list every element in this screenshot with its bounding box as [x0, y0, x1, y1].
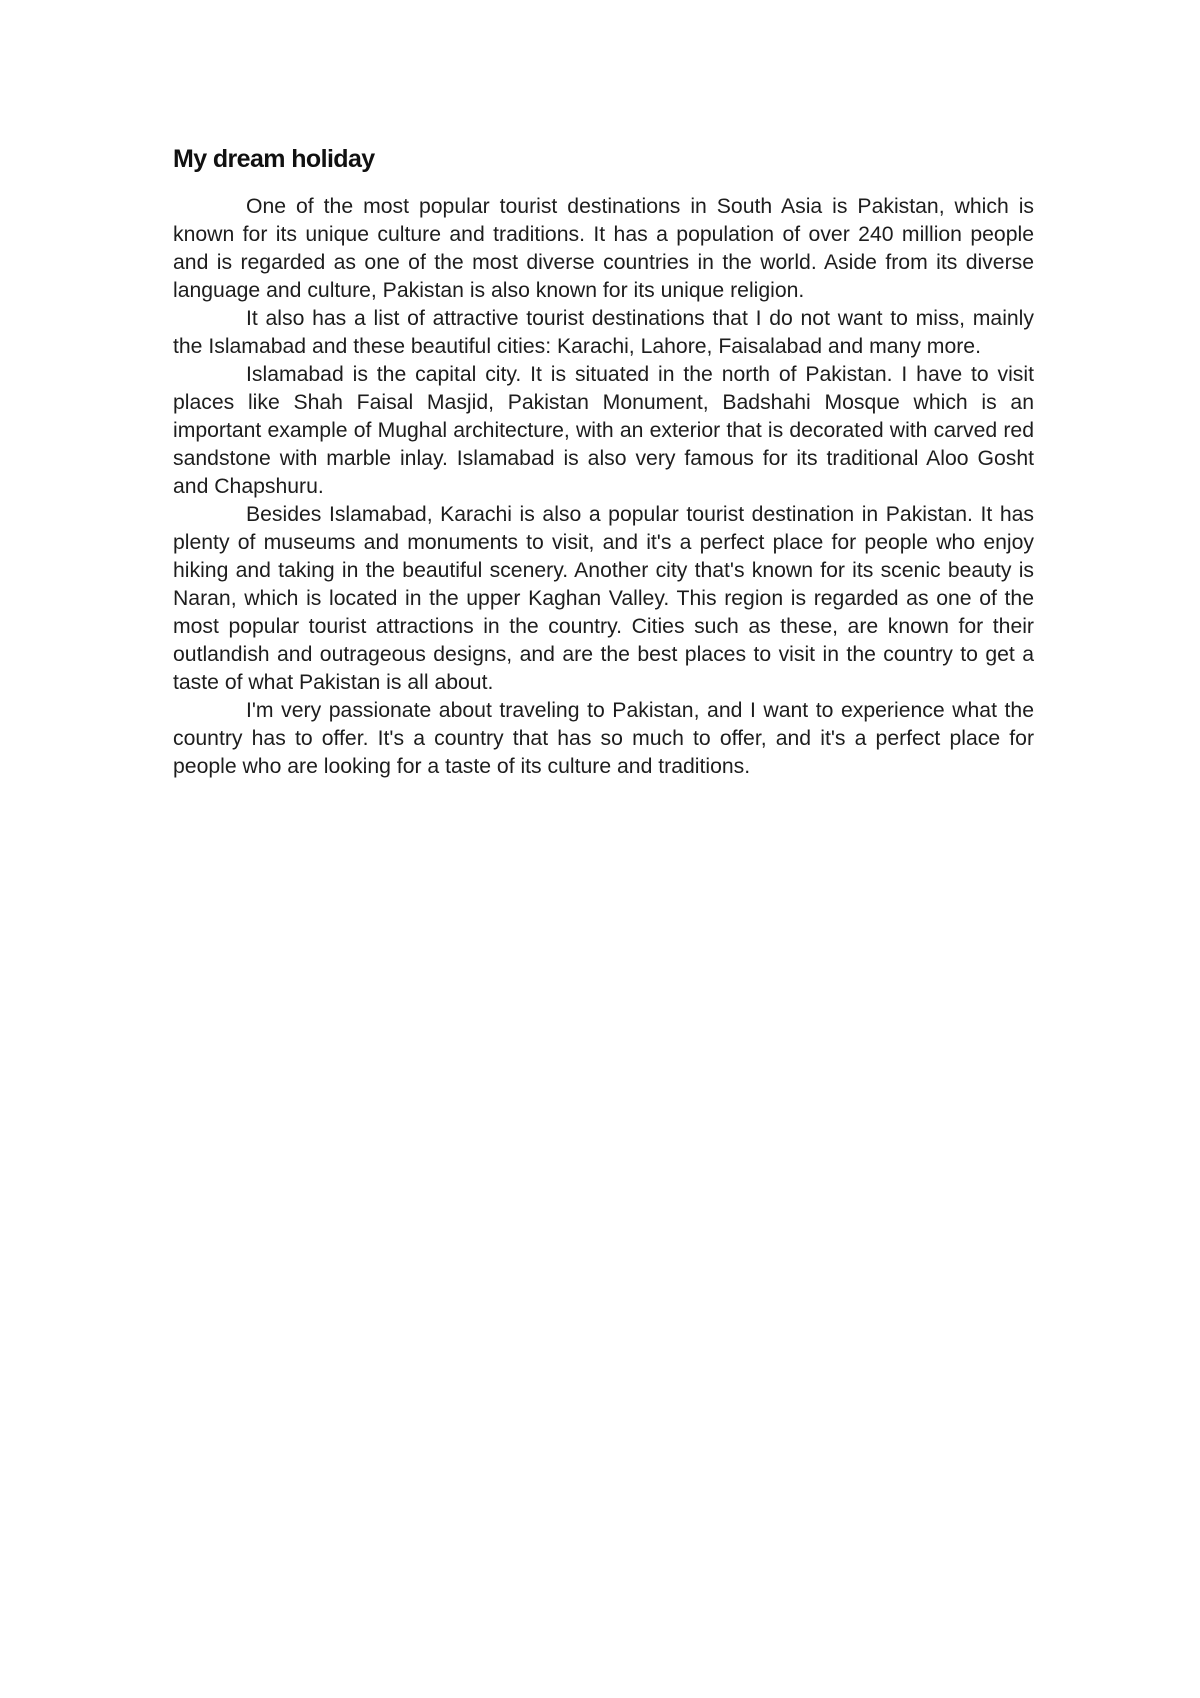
document-body: [173, 193, 1034, 781]
document-page: [173, 142, 1034, 781]
paragraph: It also has a list of attractive tourist destinations that I do not want to miss, mainly the Islamabad and these beautiful cities: Karachi, Lahore, Faisalabad and many more.: [173, 307, 1034, 358]
document-title: My dream holiday: [173, 145, 375, 173]
paragraph: Besides Islamabad, Karachi is also a popular tourist destination in Pakistan. It has plenty of museums and monuments to visit, and it's a perfect place for people who enjoy hiking and taking in the beautiful scenery. Another city that's known for its scenic beauty is Naran, which is located in the upper Kaghan Valley. This region is regarded as one of the most popular tourist attractions in the country. Cities such as these, are known for their outlandish and outrageous designs, and are the best places to visit in the country to get a taste of what Pakistan is all about.: [173, 503, 1034, 694]
paragraph: Islamabad is the capital city. It is situated in the north of Pakistan. I have to visit places like Shah Faisal Masjid, Pakistan Monument, Badshahi Mosque which is an important example of Mughal architecture, with an exterior that is decorated with carved red sandstone with marble inlay. Islamabad is also very famous for its traditional Aloo Gosht and Chapshuru.: [173, 363, 1034, 498]
paragraph: I'm very passionate about traveling to Pakistan, and I want to experience what the country has to offer. It's a country that has so much to offer, and it's a perfect place for people who are looking for a taste of its culture and traditions.: [173, 699, 1034, 778]
paragraph: One of the most popular tourist destinations in South Asia is Pakistan, which is known for its unique culture and traditions. It has a population of over 240 million people and is regarded as one of the most diverse countries in the world. Aside from its diverse language and culture, Pakistan is also known for its unique religion.: [173, 195, 1034, 302]
